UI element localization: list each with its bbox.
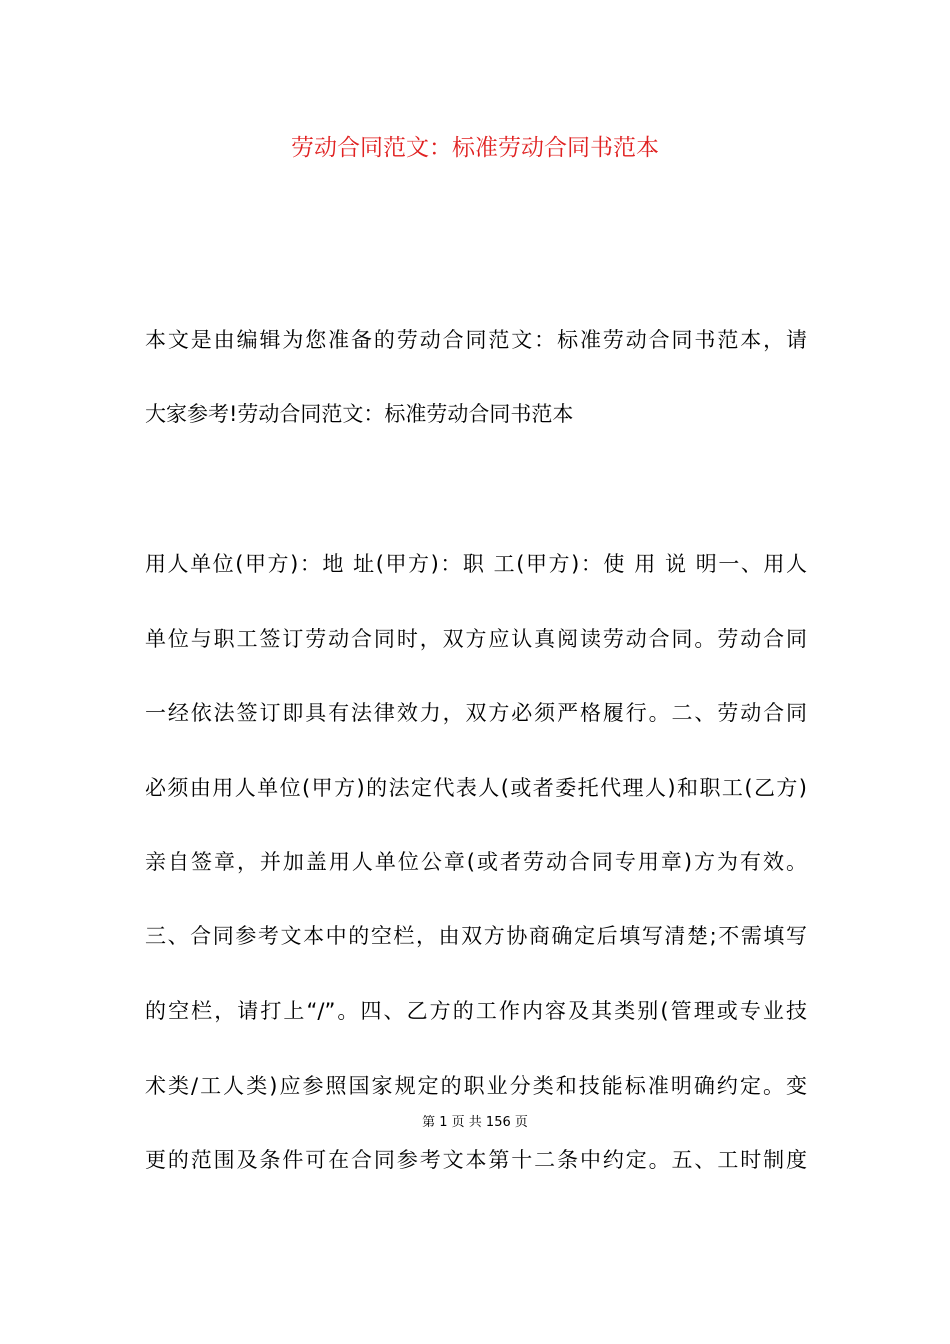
page-number-footer: 第 1 页 共 156 页: [422, 1115, 528, 1130]
document-title: 劳动合同范文：标准劳动合同书范本: [291, 135, 659, 161]
body-line-2: 单位与职工签订劳动合同时，双方应认真阅读劳动合同。劳动合同: [145, 627, 807, 651]
body-line-4: 必须由用人单位(甲方)的法定代表人(或者委托代理人)和职工(乙方): [145, 776, 807, 800]
body-line-5: 亲自签章，并加盖用人单位公章(或者劳动合同专用章)方为有效。: [145, 850, 807, 874]
intro-line-2: 大家参考!劳动合同范文：标准劳动合同书范本: [145, 402, 574, 426]
body-line-8: 术类/工人类)应参照国家规定的职业分类和技能标准明确约定。变: [145, 1074, 807, 1098]
body-line-1: 用人单位(甲方)：地 址(甲方)：职 工(甲方)：使 用 说 明一、用人: [145, 552, 807, 576]
body-line-6: 三、合同参考文本中的空栏，由双方协商确定后填写清楚;不需填写: [145, 924, 807, 948]
intro-line-1: 本文是由编辑为您准备的劳动合同范文：标准劳动合同书范本，请: [145, 328, 807, 352]
body-line-7: 的空栏，请打上“/”。四、乙方的工作内容及其类别(管理或专业技: [145, 999, 807, 1023]
body-line-3: 一经依法签订即具有法律效力，双方必须严格履行。二、劳动合同: [145, 701, 807, 725]
body-line-9: 更的范围及条件可在合同参考文本第十二条中约定。五、工时制度: [145, 1148, 807, 1172]
